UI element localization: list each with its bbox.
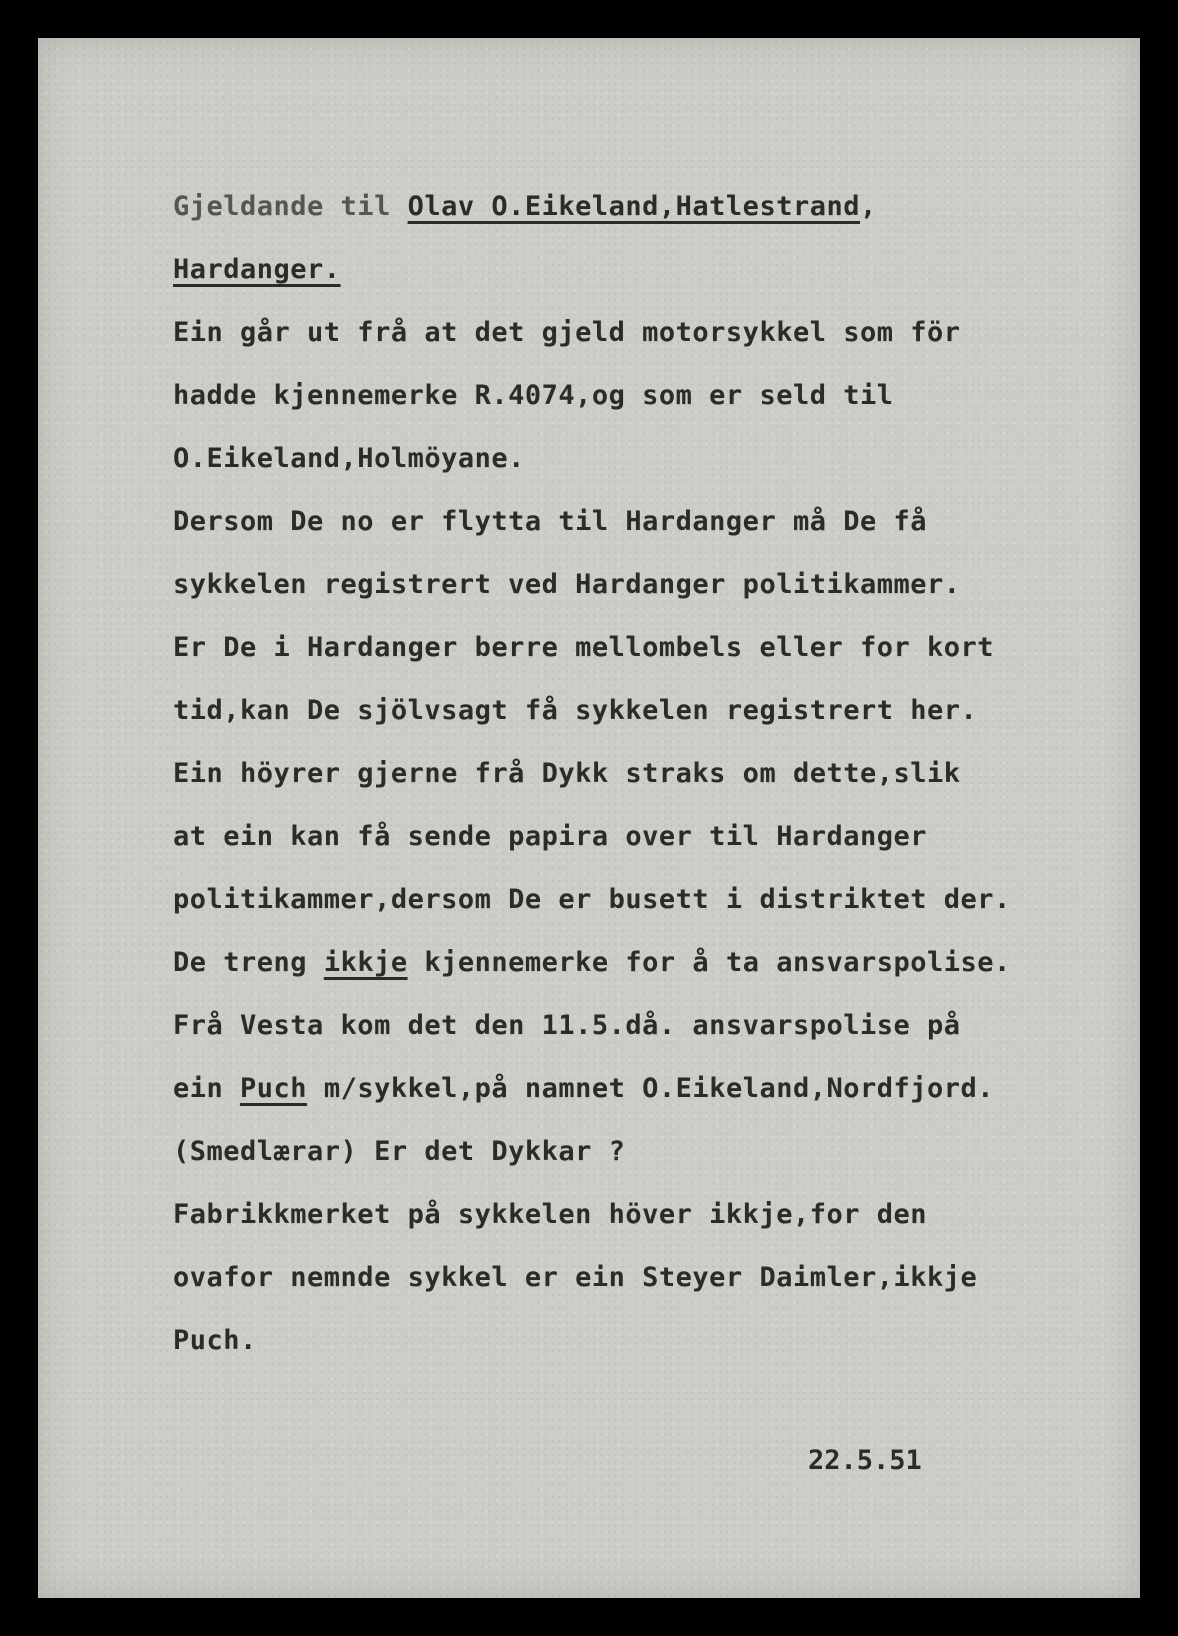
- document-page: [38, 38, 1140, 1598]
- puch-post: m/sykkel,på namnet O.Eikeland,Nordfjord.: [307, 1073, 995, 1104]
- body-line-9: at ein kan få sende papira over til Hardanger: [173, 821, 927, 852]
- puch-underlined: Puch: [240, 1073, 308, 1104]
- recipient-name: Olav O.Eikeland,Hatlestrand: [407, 191, 860, 222]
- body-line-1: Ein går ut frå at det gjeld motorsykkel som för: [173, 317, 961, 348]
- heading-region: [173, 256, 341, 283]
- body-line-steyer: ovafor nemnde sykkel er ein Steyer Daimler,ikkje: [173, 1262, 978, 1293]
- body-line-vesta: Frå Vesta kom det den 11.5.då. ansvarspolise på: [173, 1010, 961, 1041]
- body-line-puch: [173, 1075, 994, 1102]
- body-line-5: sykkelen registrert ved Hardanger politikammer.: [173, 569, 961, 600]
- ikkje-pre: De treng: [173, 947, 324, 978]
- body-line-3: O.Eikeland,Holmöyane.: [173, 443, 525, 474]
- body-line-8: Ein höyrer gjerne frå Dykk straks om dette,slik: [173, 758, 961, 789]
- body-line-fabrikk: Fabrikkmerket på sykkelen höver ikkje,for den: [173, 1199, 927, 1230]
- ikkje-underlined: ikkje: [323, 947, 408, 978]
- region-name: Hardanger.: [173, 254, 341, 285]
- body-line-10: politikammer,dersom De er busett i distriktet der.: [173, 884, 1011, 915]
- heading-line: [173, 193, 877, 220]
- body-line-4: Dersom De no er flytta til Hardanger må De få: [173, 506, 927, 537]
- body-line-smedlaerar: (Smedlærar) Er det Dykkar ?: [173, 1136, 626, 1167]
- body-line-7: tid,kan De sjölvsagt få sykkelen registrert her.: [173, 695, 978, 726]
- ikkje-post: kjennemerke for å ta ansvarspolise.: [407, 947, 1011, 978]
- heading-intro: Gjeldande til: [173, 191, 408, 222]
- body-line-6: Er De i Hardanger berre mellombels eller for kort: [173, 632, 995, 663]
- body-line-2: hadde kjennemerke R.4074,og som er seld til: [173, 380, 894, 411]
- body-line-ikkje: [173, 949, 1011, 976]
- body-line-puch-end: Puch.: [173, 1325, 257, 1356]
- puch-pre: ein: [173, 1073, 241, 1104]
- letter-date: 22.5.51: [808, 1445, 922, 1476]
- heading-comma: ,: [859, 191, 877, 222]
